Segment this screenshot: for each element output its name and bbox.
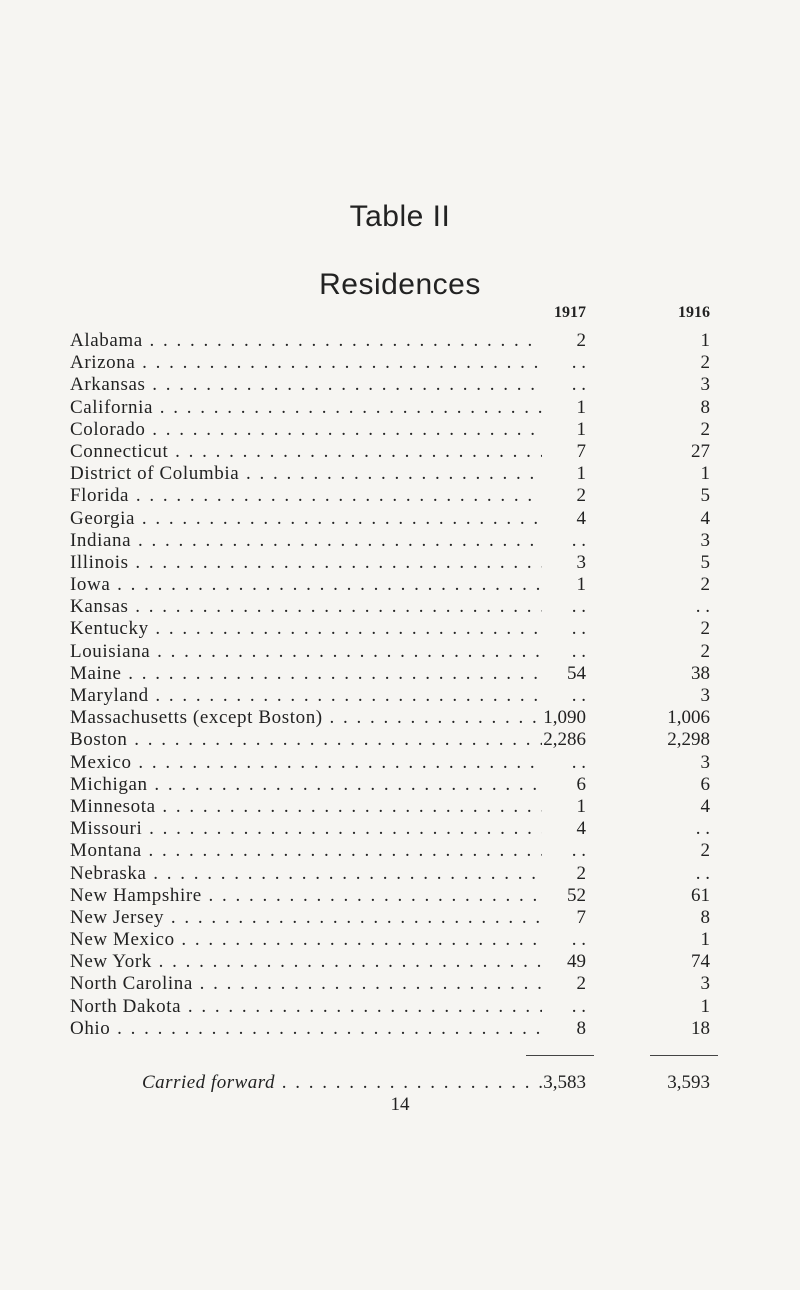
sum-rule-1917 [526,1055,594,1056]
table-row [0,618,800,640]
value-1916: 2 [700,574,710,596]
table-row [0,441,800,463]
state-name: Michigan . . . [70,774,542,796]
sum-rule-1916 [650,1055,718,1056]
value-1917: 6 [576,773,586,795]
state-name: Illinois . . . [70,552,542,574]
value-1917: 4 [576,507,586,529]
value-1917: . . [571,751,586,773]
value-1917: 7 [576,906,586,928]
value-1917: . . [571,640,586,662]
value-1916: 2,298 [667,729,710,751]
value-1916: 4 [700,507,710,529]
value-1917: 1,090 [543,707,586,729]
state-name: Kansas . . . [70,596,542,618]
table-row [0,508,800,530]
state-name: California . . . [70,397,542,419]
value-1916: 1 [700,330,710,351]
total-1917: 3,583 [543,1072,586,1093]
table-row [0,840,800,862]
value-1916: 3 [700,751,710,773]
value-1917: 4 [576,818,586,840]
value-1916: 4 [700,795,710,817]
state-name: North Carolina . . . [70,973,542,995]
table-subtitle: Residences [319,268,481,301]
state-name: Iowa . . . [70,574,542,596]
value-1917: 49 [567,951,586,973]
value-1916: 8 [700,906,710,928]
state-name: Indiana . . . [70,530,542,552]
table-row [0,596,800,618]
table-row [0,863,800,885]
value-1917: . . [571,995,586,1017]
total-label: Carried forward . . . [142,1072,542,1094]
state-name: Colorado . . . [70,419,542,441]
value-1916: 38 [691,662,710,684]
state-name: Maryland . . . [70,685,542,707]
value-1917: . . [571,929,586,951]
table-row [0,641,800,663]
table-row [0,729,800,751]
value-1916: 2 [700,840,710,862]
table-row [0,530,800,552]
value-1916: 3 [700,973,710,995]
total-row [0,1072,800,1096]
table-row [0,374,800,396]
state-name: Montana . . . [70,840,542,862]
value-1916: 1,006 [667,707,710,729]
column-header-1916: 1916 [678,304,710,321]
table-row [0,574,800,596]
state-name: Alabama . . . [70,330,542,352]
state-name: District of Columbia . . . [70,463,542,485]
value-1916: . . [695,596,710,618]
table-row [0,973,800,995]
value-1917: . . [571,529,586,551]
state-name: New York . . . [70,951,542,973]
value-1916: 2 [700,418,710,440]
value-1917: 2 [576,330,586,351]
value-1917: 1 [576,396,586,418]
table-row [0,951,800,973]
table-row [0,818,800,840]
value-1916: 3 [700,374,710,396]
value-1916: 2 [700,352,710,374]
state-name: Boston . . . [70,729,542,751]
value-1916: 2 [700,618,710,640]
value-1916: 2 [700,640,710,662]
value-1917: . . [571,374,586,396]
value-1916: . . [695,818,710,840]
value-1916: 5 [700,551,710,573]
value-1916: 27 [691,440,710,462]
table-row [0,552,800,574]
table-row [0,463,800,485]
value-1916: 1 [700,463,710,485]
table-row [0,996,800,1018]
value-1917: . . [571,596,586,618]
state-name: Missouri . . . [70,818,542,840]
state-name: Ohio . . . [70,1018,542,1040]
table-title: Table II [349,200,451,233]
table-row [0,929,800,951]
table-row [0,397,800,419]
value-1916: 6 [700,773,710,795]
value-1917: 8 [576,1017,586,1039]
state-name: Florida . . . [70,485,542,507]
value-1916: 74 [691,951,710,973]
state-name: Arkansas . . . [70,374,542,396]
state-name: Connecticut . . . [70,441,542,463]
value-1917: 1 [576,795,586,817]
state-name: New Mexico . . . [70,929,542,951]
page-number: 14 [390,1094,410,1115]
table-row [0,774,800,796]
value-1917: 1 [576,463,586,485]
value-1917: 7 [576,440,586,462]
state-name: Minnesota . . . [70,796,542,818]
value-1917: 52 [567,884,586,906]
value-1917: 54 [567,662,586,684]
table-row [0,752,800,774]
value-1916: 8 [700,396,710,418]
table-row [0,352,800,374]
value-1916: 5 [700,485,710,507]
table-row [0,663,800,685]
value-1917: 2 [576,862,586,884]
state-name: New Jersey . . . [70,907,542,929]
value-1916: 61 [691,884,710,906]
state-name: Nebraska . . . [70,863,542,885]
column-header-1917: 1917 [554,304,586,321]
table-row [0,485,800,507]
value-1917: . . [571,685,586,706]
table-row [0,419,800,441]
value-1916: 3 [700,529,710,551]
table-row [0,685,800,707]
table-row [0,330,800,352]
value-1917: 1 [576,418,586,440]
state-name: Massachusetts (except Boston) . . . [70,707,542,729]
state-name: Mexico . . . [70,752,542,774]
value-1917: 2,286 [543,729,586,751]
table-row [0,907,800,929]
value-1916: 1 [700,995,710,1017]
total-1916: 3,593 [667,1072,710,1093]
value-1917: 1 [576,574,586,596]
table-row [0,1018,800,1040]
value-1917: 2 [576,973,586,995]
residence-table [0,330,800,1040]
state-name: New Hampshire . . . [70,885,542,907]
value-1917: 3 [576,551,586,573]
state-name: Maine . . . [70,663,542,685]
value-1917: . . [571,618,586,640]
value-1917: 2 [576,485,586,507]
value-1916: 3 [700,685,710,706]
state-name: Georgia . . . [70,508,542,530]
state-name: Arizona . . . [70,352,542,374]
state-name: Kentucky . . . [70,618,542,640]
value-1916: 18 [691,1017,710,1039]
value-1917: . . [571,352,586,374]
table-row [0,796,800,818]
value-1916: 1 [700,929,710,951]
table-row [0,707,800,729]
table-row [0,885,800,907]
state-name: Louisiana . . . [70,641,542,663]
state-name: North Dakota . . . [70,996,542,1018]
value-1916: . . [695,862,710,884]
value-1917: . . [571,840,586,862]
